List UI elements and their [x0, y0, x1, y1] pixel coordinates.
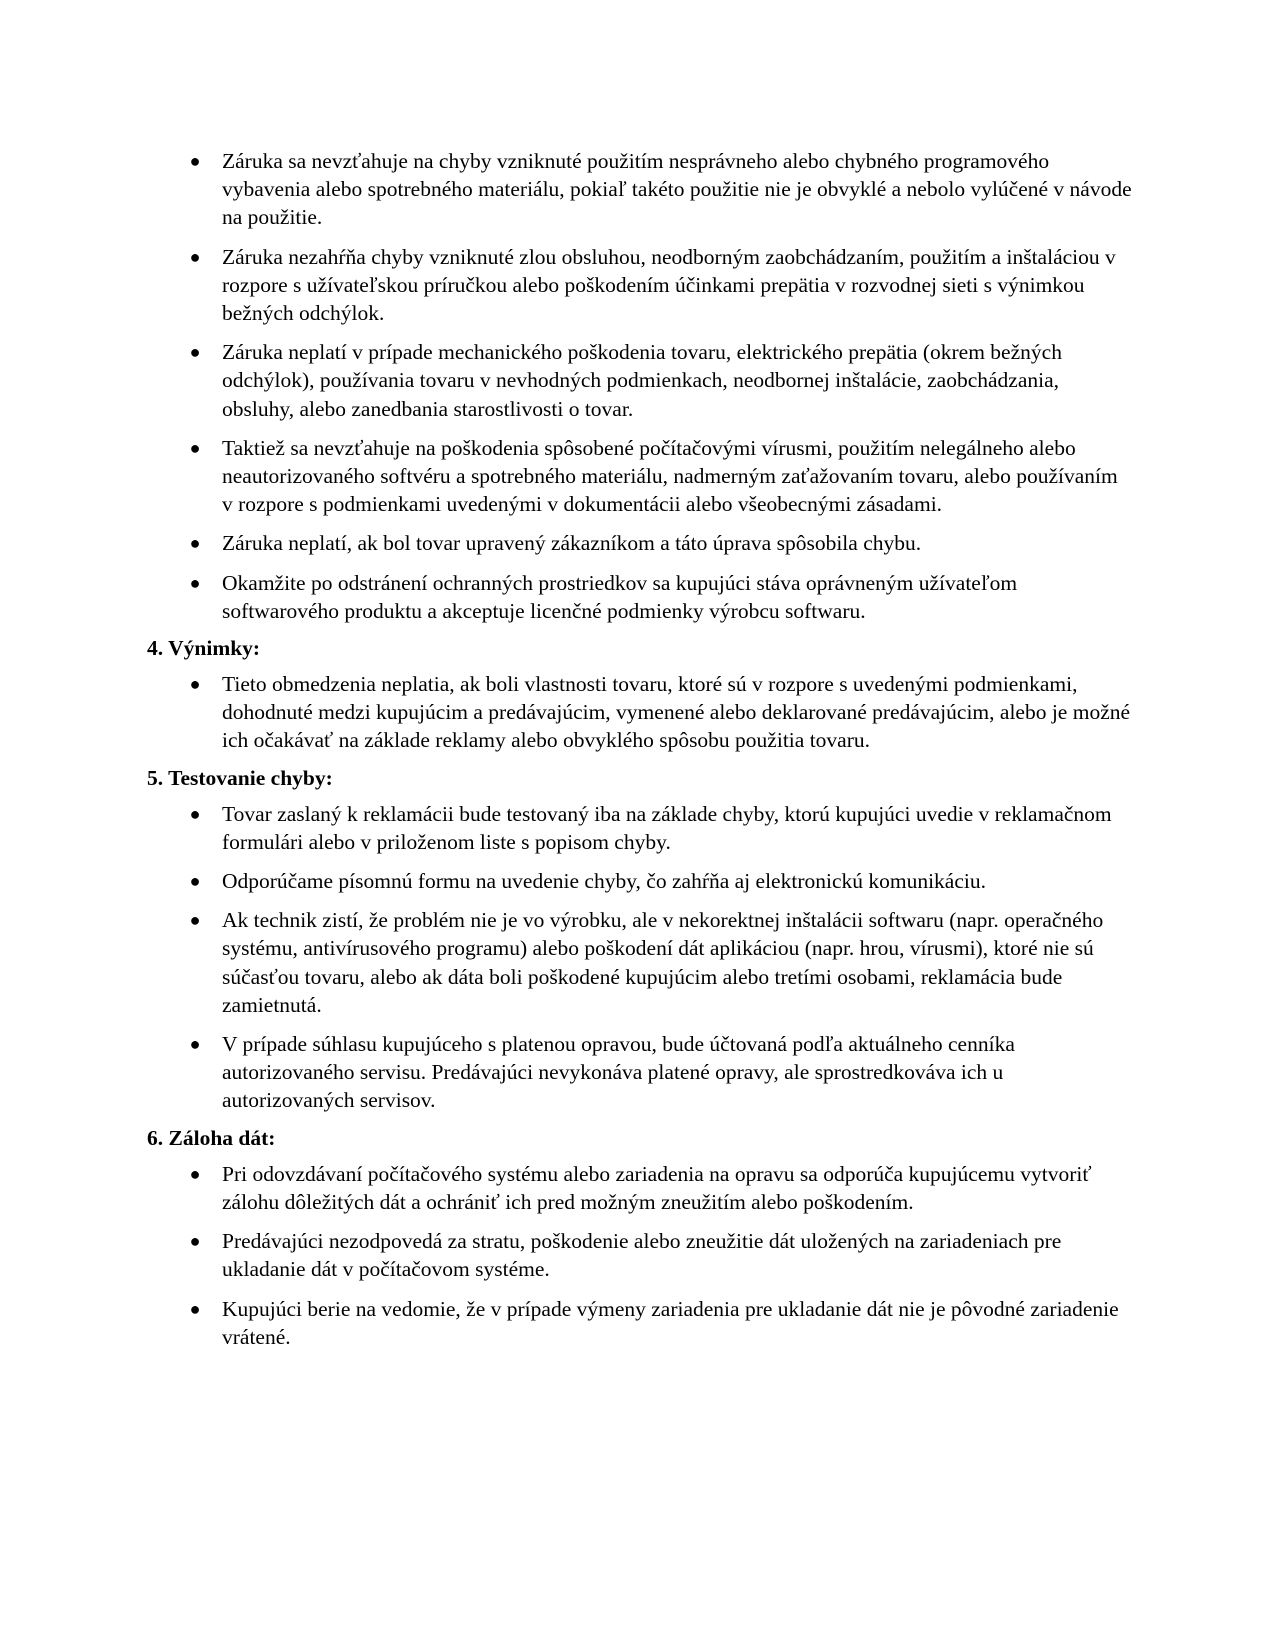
list-item: ● Záruka neplatí, ak bol tovar upravený zákazníkom a táto úprava spôsobila chybu. — [147, 529, 1132, 557]
list-item: ● Tovar zaslaný k reklamácii bude testovaný iba na základe chyby, ktorú kupujúci uvedie v reklamačnom formulári alebo v priloženom liste s popisom chyby. — [147, 800, 1132, 856]
list-item: ● Okamžite po odstránení ochranných prostriedkov sa kupujúci stáva oprávneným užívateľom softwarového produktu a akceptuje licenčné podmienky výrobcu softwaru. — [147, 569, 1132, 625]
bullet-icon: ● — [189, 151, 201, 171]
list-item: ● Odporúčame písomnú formu na uvedenie chyby, čo zahŕňa aj elektronickú komunikáciu. — [147, 867, 1132, 895]
section-data-backup — [147, 1124, 1132, 1351]
section-defect-testing — [147, 764, 1132, 1115]
bullet-icon: ● — [189, 803, 201, 824]
bullet-list — [147, 1160, 1132, 1351]
bullet-icon: ● — [189, 533, 201, 554]
bullet-list — [147, 800, 1132, 1115]
bullet-icon: ● — [189, 1231, 201, 1252]
section-heading: 4. Výnimky: — [147, 636, 261, 661]
bullet-icon: ● — [189, 342, 201, 363]
list-item: ● Kupujúci berie na vedomie, že v prípade výmeny zariadenia pre ukladanie dát nie je pôvodné zariadenie vrátené. — [147, 1295, 1132, 1351]
bullet-list — [147, 670, 1132, 755]
section-exceptions — [147, 634, 1132, 755]
list-item: ● Záruka neplatí v prípade mechanického poškodenia tovaru, elektrického prepätia (okrem bežných odchýlok), používania tovaru v nevhodných podmienkach, neodbornej inštalácie, zaobchádzania, obsluhy, alebo zanedbania starostlivosti o tovar. — [147, 338, 1132, 423]
bullet-icon: ● — [189, 871, 201, 892]
list-item: ● Záruka sa nevzťahuje na chyby vzniknuté použitím nesprávneho alebo chybného programového vybavenia alebo spotrebného materiálu, pokiaľ takéto použitie nie je obvyklé a nebolo vylúčené v návode na použitie. — [147, 147, 1132, 232]
document-content — [147, 147, 1132, 1362]
bullet-icon: ● — [189, 1034, 201, 1055]
bullet-icon: ● — [189, 910, 201, 931]
list-item: ● V prípade súhlasu kupujúceho s platenou opravou, bude účtovaná podľa aktuálneho cenníka autorizovaného servisu. Predávajúci nevykonáva platené opravy, ale sprostredkováva ich u autorizovaných servisov. — [147, 1030, 1132, 1115]
bullet-icon: ● — [189, 572, 201, 593]
list-item: ● Predávajúci nezodpovedá za stratu, poškodenie alebo zneužitie dát uložených na zariadeniach pre ukladanie dát v počítačovom systéme. — [147, 1227, 1132, 1283]
section-heading: 5. Testovanie chyby: — [147, 765, 333, 790]
bullet-icon: ● — [189, 1163, 201, 1184]
list-item: ● Ak technik zistí, že problém nie je vo výrobku, ale v nekorektnej inštalácii softwaru (napr. operačného systému, antivírusového programu) alebo poškodení dát aplikáciou (napr. hrou, vírusmi), ktoré nie sú súčasťou tovaru, alebo ak dáta boli poškodené kupujúcim alebo tretími osobami, reklamácia bude zamietnutá. — [147, 906, 1132, 1019]
bullet-icon: ● — [189, 437, 201, 458]
bullet-icon: ● — [189, 674, 201, 695]
bullet-list — [147, 147, 1132, 625]
list-item: ● Záruka nezahŕňa chyby vzniknuté zlou obsluhou, neodborným zaobchádzaním, použitím a inštaláciou v rozpore s užívateľskou príručkou alebo poškodením účinkami prepätia v rozvodnej sieti s výnimkou bežných odchýlok. — [147, 243, 1132, 328]
section-heading: 6. Záloha dát: — [147, 1125, 276, 1150]
section-warranty-exclusions — [147, 147, 1132, 625]
bullet-icon: ● — [189, 246, 201, 267]
list-item: ● Pri odovzdávaní počítačového systému alebo zariadenia na opravu sa odporúča kupujúcemu vytvoriť zálohu dôležitých dát a ochrániť ich pred možným zneužitím alebo poškodením. — [147, 1160, 1132, 1216]
list-item: ● Tieto obmedzenia neplatia, ak boli vlastnosti tovaru, ktoré sú v rozpore s uvedenými podmienkami, dohodnuté medzi kupujúcim a predávajúcim, vymenené alebo deklarované predávajúcim, alebo je možné ich očakávať na základe reklamy alebo obvyklého spôsobu použitia tovaru. — [147, 670, 1132, 755]
bullet-icon: ● — [189, 1298, 201, 1319]
list-item: ● Taktiež sa nevzťahuje na poškodenia spôsobené počítačovými vírusmi, použitím nelegálneho alebo neautorizovaného softvéru a spotrebného materiálu, nadmerným zaťažovaním tovaru, alebo používaním v rozpore s podmienkami uvedenými v dokumentácii alebo všeobecnými zásadami. — [147, 434, 1132, 519]
